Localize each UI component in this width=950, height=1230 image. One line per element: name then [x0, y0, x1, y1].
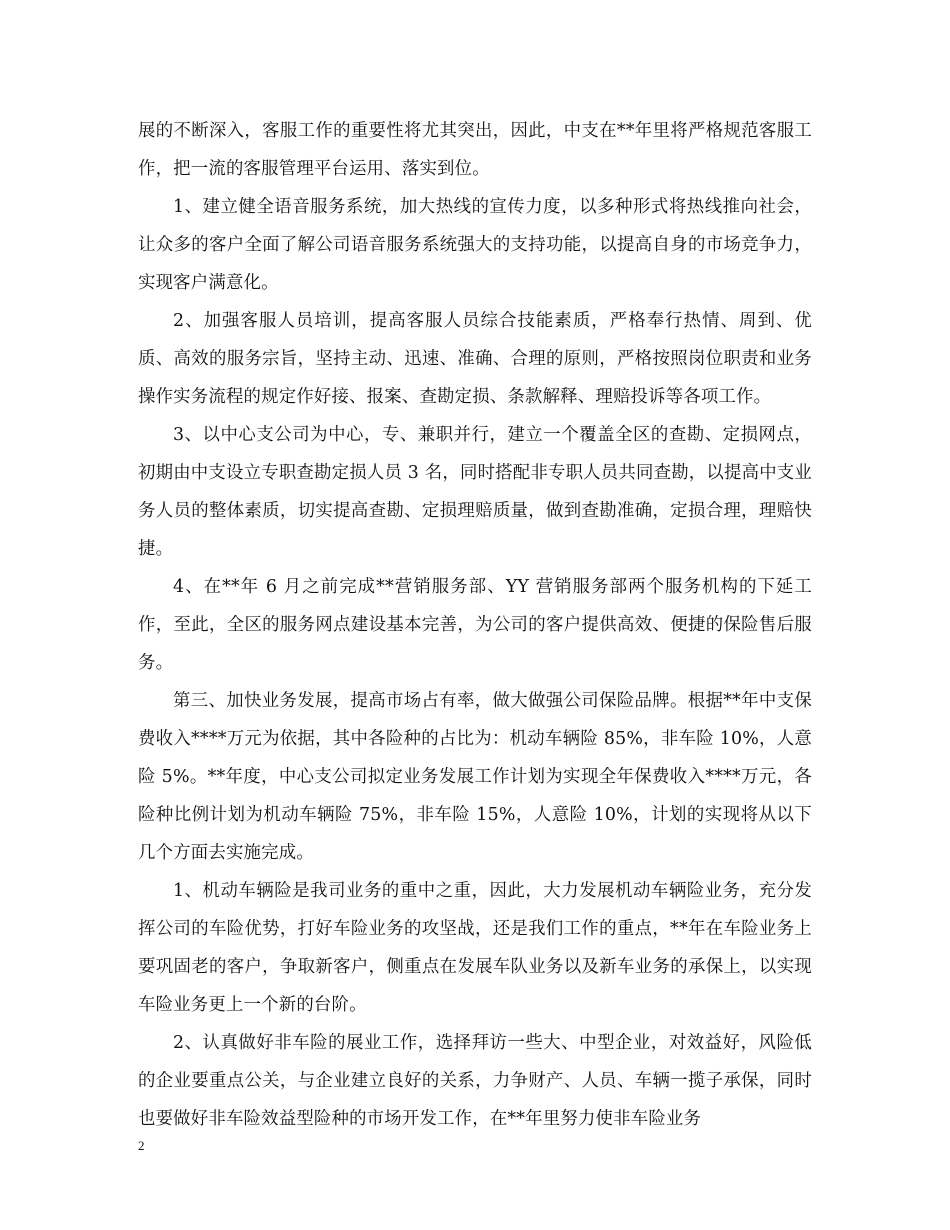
paragraph-item-1-voice-service: 1、建立健全语音服务系统，加大热线的宣传力度，以多种形式将热线推向社会，让众多的客户全面了解公司语音服务系统强大的支持功能，以提高自身的市场竞争力，实现客户满意化。 [138, 197, 812, 293]
paragraph-item-4-service-outlets: 4、在**年 6 月之前完成**营销服务部、YY 营销服务部两个服务机构的下延工作，至此，全区的服务网点建设基本完善，为公司的客户提供高效、便捷的保险售后服务。 [138, 577, 812, 673]
paragraph-item-2-staff-training: 2、加强客服人员培训，提高客服人员综合技能素质，严格奉行热情、周到、优质、高效的服务宗旨，坚持主动、迅速、准确、合理的原则，严格按照岗位职责和业务操作实务流程的规定作好接、报案、查勘定损、条款解释、理赔投诉等各项工作。 [138, 311, 812, 407]
paragraph-item-1-motor-insurance: 1、机动车辆险是我司业务的重中之重，因此，大力发展机动车辆险业务，充分发挥公司的车险优势，打好车险业务的攻坚战，还是我们工作的重点，**年在车险业务上要巩固老的客户，争取新客户，侧重点在发展车队业务以及新车业务的承保上，以实现车险业务更上一个新的台阶。 [138, 881, 812, 1015]
paragraph-item-3-survey-network: 3、以中心支公司为中心，专、兼职并行，建立一个覆盖全区的查勘、定损网点，初期由中支设立专职查勘定损人员 3 名，同时搭配非专职人员共同查勘，以提高中支业务人员的整体素质，切实提高查勘、定损理赔质量，做到查勘准确，定损合理，理赔快捷。 [138, 425, 812, 559]
paragraph-section-three: 第三、加快业务发展，提高市场占有率，做大做强公司保险品牌。根据**年中支保费收入****万元为依据，其中各险种的占比为：机动车辆险 85%，非车险 10%，人意险 5%。**年度，中心支公司拟定业务发展工作计划为实现全年保费收入****万元，各险种比例计划为机动车辆险 75%，非车险 15%，人意险 10%，计划的实现将从以下几个方面去实施完成。 [138, 691, 812, 863]
document-body [138, 112, 812, 1138]
paragraph-item-2-non-motor: 2、认真做好非车险的展业工作，选择拜访一些大、中型企业，对效益好，风险低的企业要重点公关，与企业建立良好的关系，力争财产、人员、车辆一揽子承保，同时也要做好非车险效益型险种的市场开发工作，在**年里努力使非车险业务 [138, 1033, 812, 1129]
page-number: 2 [138, 1138, 145, 1153]
paragraph-continuation: 展的不断深入，客服工作的重要性将尤其突出，因此，中支在**年里将严格规范客服工作，把一流的客服管理平台运用、落实到位。 [138, 121, 812, 179]
